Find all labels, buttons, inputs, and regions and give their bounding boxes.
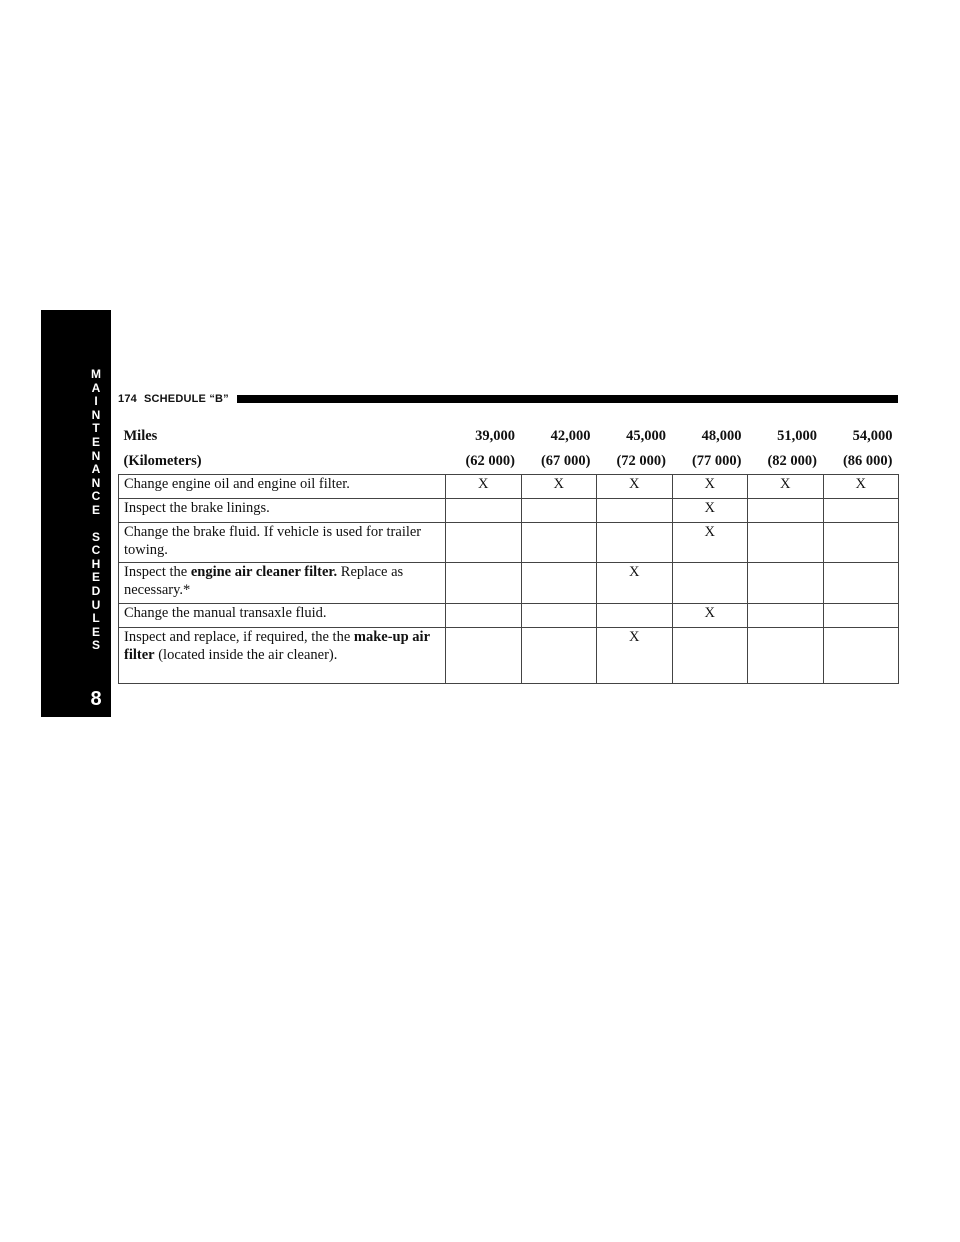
service-mark-cell bbox=[446, 523, 522, 563]
page-number: 174 bbox=[118, 393, 137, 405]
table-header-row bbox=[119, 424, 899, 475]
chapter-tab-letter: D bbox=[91, 583, 101, 598]
service-mark-cell bbox=[446, 499, 522, 523]
chapter-tab-letter: M bbox=[91, 367, 101, 381]
header-interval bbox=[672, 424, 748, 475]
service-mark-cell bbox=[597, 499, 673, 523]
header-interval bbox=[446, 424, 522, 475]
service-mark-cell bbox=[823, 499, 899, 523]
task-description bbox=[119, 499, 446, 523]
task-text: Change the manual transaxle fluid. bbox=[124, 605, 327, 621]
chapter-tab-letter: S bbox=[91, 529, 100, 544]
task-text: (located inside the air cleaner). bbox=[154, 646, 338, 663]
service-mark-cell: X bbox=[672, 523, 748, 563]
table-row bbox=[119, 563, 899, 604]
maintenance-schedule-table bbox=[118, 424, 899, 684]
task-description bbox=[119, 475, 446, 499]
table-body bbox=[119, 475, 899, 684]
interval-miles: 51,000 bbox=[777, 428, 817, 444]
service-mark-cell bbox=[672, 628, 748, 684]
chapter-tab-letter: U bbox=[91, 597, 101, 612]
chapter-tab-letter: H bbox=[91, 556, 101, 571]
header-kilometers: (Kilometers) bbox=[123, 453, 202, 469]
header-miles: Miles bbox=[123, 428, 158, 444]
service-mark-cell bbox=[748, 499, 824, 523]
chapter-tab-letter: C bbox=[91, 489, 101, 504]
interval-km: (86 000) bbox=[842, 453, 893, 469]
interval-miles: 54,000 bbox=[852, 428, 893, 444]
task-text: Replace as necessary.* bbox=[124, 564, 404, 598]
chapter-tab-letters bbox=[84, 368, 108, 653]
service-mark-cell bbox=[446, 563, 522, 604]
chapter-tab-letter: A bbox=[91, 380, 101, 395]
interval-km: (62 000) bbox=[465, 453, 515, 469]
interval-km: (67 000) bbox=[540, 453, 591, 469]
service-mark-cell bbox=[823, 628, 899, 684]
chapter-tab-letter: N bbox=[91, 448, 101, 463]
chapter-tab-letter: N bbox=[91, 475, 101, 490]
chapter-tab-letter: S bbox=[91, 638, 100, 653]
task-text: Change engine oil and engine oil filter. bbox=[124, 476, 350, 492]
service-mark-cell bbox=[521, 628, 597, 684]
interval-miles: 42,000 bbox=[550, 428, 591, 444]
service-mark-cell: X bbox=[748, 475, 824, 499]
service-mark-cell bbox=[521, 499, 597, 523]
task-description bbox=[119, 604, 446, 628]
service-mark-cell bbox=[597, 523, 673, 563]
interval-miles: 39,000 bbox=[475, 428, 515, 444]
service-mark-cell bbox=[672, 563, 748, 604]
header-interval bbox=[823, 424, 899, 475]
section-title: SCHEDULE “B” bbox=[143, 393, 229, 405]
chapter-tab-letter: C bbox=[91, 543, 101, 558]
interval-km: (82 000) bbox=[767, 453, 817, 469]
task-text: Change the brake fluid. If vehicle is used for trailer towing. bbox=[124, 524, 422, 558]
interval-miles: 48,000 bbox=[701, 428, 742, 444]
service-mark-cell: X bbox=[672, 604, 748, 628]
chapter-tab-letter: A bbox=[91, 462, 101, 477]
interval-miles: 45,000 bbox=[626, 428, 666, 444]
service-mark-cell: X bbox=[672, 475, 748, 499]
chapter-tab-letter: E bbox=[91, 624, 100, 639]
header-rule bbox=[237, 395, 898, 403]
service-mark-cell bbox=[521, 563, 597, 604]
chapter-tab-letter: E bbox=[91, 502, 100, 517]
service-mark-cell bbox=[823, 523, 899, 563]
service-mark-cell bbox=[446, 628, 522, 684]
service-mark-cell bbox=[748, 523, 824, 563]
table-row bbox=[119, 604, 899, 628]
service-mark-cell: X bbox=[597, 475, 673, 499]
header-interval bbox=[521, 424, 597, 475]
chapter-tab-letter: L bbox=[92, 611, 100, 626]
task-text: Inspect the bbox=[124, 564, 191, 580]
interval-km: (77 000) bbox=[691, 453, 742, 469]
chapter-tab-letter: I bbox=[94, 394, 98, 409]
interval-km: (72 000) bbox=[616, 453, 666, 469]
header-interval bbox=[597, 424, 673, 475]
service-mark-cell bbox=[748, 604, 824, 628]
task-text: Inspect and replace, if required, the the bbox=[124, 629, 354, 645]
header-interval bbox=[748, 424, 824, 475]
service-mark-cell: X bbox=[672, 499, 748, 523]
service-mark-cell bbox=[521, 523, 597, 563]
service-mark-cell: X bbox=[521, 475, 597, 499]
service-mark-cell bbox=[823, 563, 899, 604]
service-mark-cell: X bbox=[446, 475, 522, 499]
chapter-number: 8 bbox=[90, 688, 102, 710]
task-emphasis: engine air cleaner filter. bbox=[190, 564, 338, 580]
task-description bbox=[119, 563, 446, 604]
table-row bbox=[119, 628, 899, 684]
table-row bbox=[119, 499, 899, 523]
table-row bbox=[119, 475, 899, 499]
task-emphasis: make-up air filter bbox=[124, 629, 430, 663]
task-text: Inspect the brake linings. bbox=[124, 500, 270, 516]
task-description bbox=[119, 628, 446, 684]
chapter-tab-letter: E bbox=[91, 570, 100, 585]
service-mark-cell bbox=[748, 628, 824, 684]
chapter-tab-letter: N bbox=[91, 407, 101, 422]
header-miles-km-label bbox=[119, 424, 446, 475]
table-row bbox=[119, 523, 899, 563]
service-mark-cell bbox=[521, 604, 597, 628]
chapter-tab-letter: E bbox=[91, 434, 100, 449]
service-mark-cell bbox=[446, 604, 522, 628]
running-header bbox=[118, 392, 898, 406]
task-description bbox=[119, 523, 446, 563]
service-mark-cell: X bbox=[823, 475, 899, 499]
chapter-tab-letter: T bbox=[92, 421, 100, 436]
service-mark-cell bbox=[597, 604, 673, 628]
service-mark-cell bbox=[823, 604, 899, 628]
service-mark-cell bbox=[748, 563, 824, 604]
service-mark-cell: X bbox=[597, 628, 673, 684]
service-mark-cell: X bbox=[597, 563, 673, 604]
